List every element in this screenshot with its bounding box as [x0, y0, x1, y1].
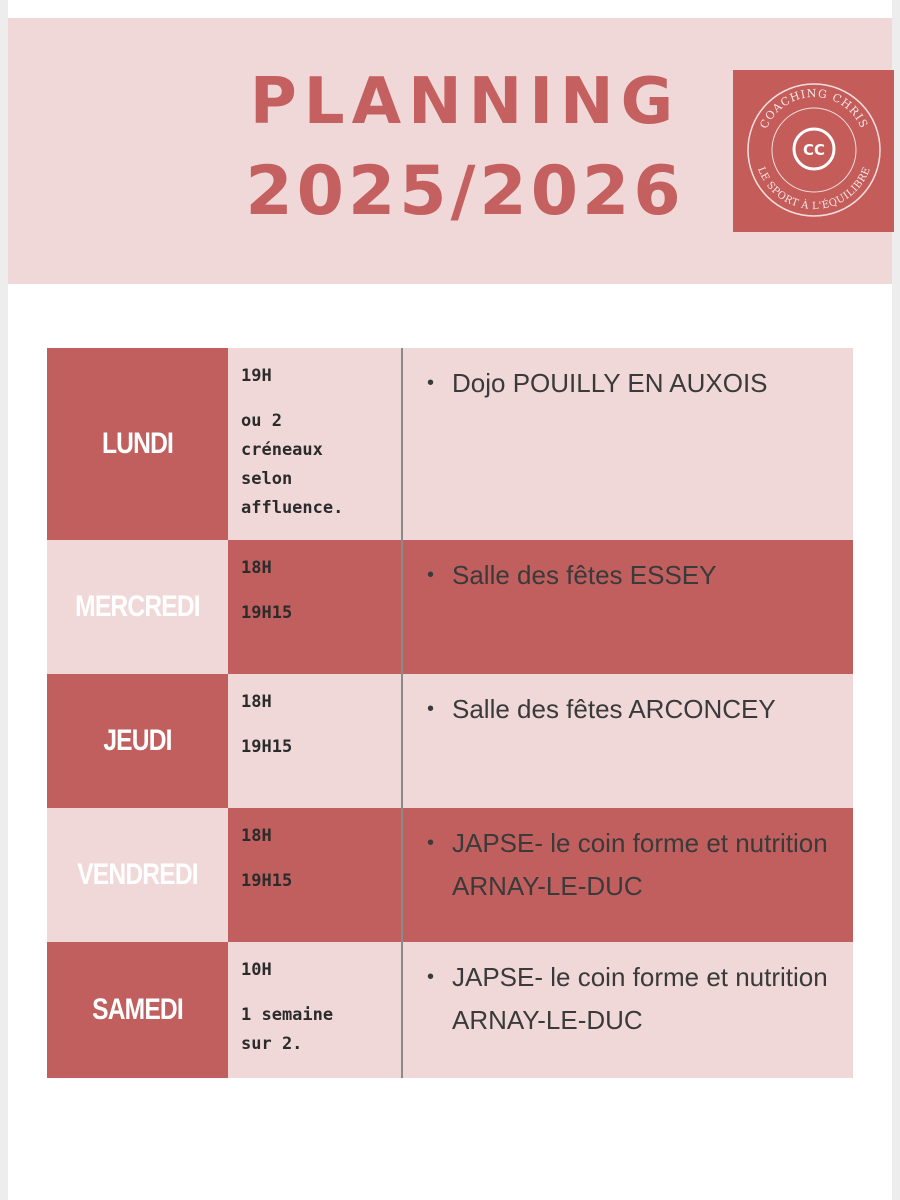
- schedule-table: [47, 348, 853, 1078]
- time-slot: 18H: [241, 558, 272, 578]
- column-divider: [401, 348, 403, 1078]
- time-slots: [228, 348, 402, 540]
- location-cell: [403, 348, 853, 540]
- time-slot: 18H: [241, 692, 272, 712]
- time-slots: [228, 540, 402, 674]
- time-note: selon: [241, 469, 293, 489]
- bullet-icon: •: [427, 832, 435, 854]
- schedule-row-jeudi: [47, 674, 853, 808]
- time-slots: [228, 808, 402, 942]
- location-cell: [403, 540, 853, 674]
- svg-text:LE SPORT À L'ÉQUILIBRE: [755, 165, 873, 212]
- day-label: LUNDI: [101, 427, 174, 460]
- time-note: créneaux: [241, 440, 323, 460]
- svg-text:COACHING CHRIS: [757, 87, 870, 131]
- bullet-icon: •: [427, 698, 435, 720]
- location-cell: [403, 808, 853, 942]
- page-title-line2: 2025/2026: [245, 152, 685, 231]
- time-slot: 10H: [241, 960, 272, 980]
- time-slot: 18H: [241, 826, 272, 846]
- time-slot: 19H: [241, 366, 272, 386]
- location-text: Salle des fêtes ARCONCEY: [452, 694, 776, 724]
- schedule-row-lundi: [47, 348, 853, 540]
- bullet-icon: •: [427, 372, 435, 394]
- page-title-line1: PLANNING: [249, 65, 681, 139]
- location-text: Salle des fêtes ESSEY: [452, 560, 717, 590]
- location-cell: [403, 942, 853, 1078]
- schedule-row-mercredi: [47, 540, 853, 674]
- logo-ring-text-top: COACHING CHRIS: [757, 86, 871, 131]
- time-slots: [228, 942, 402, 1078]
- logo-ring-text-bottom: LE SPORT À L'ÉQUILIBRE: [755, 165, 873, 213]
- time-slot: 19H15: [241, 603, 293, 623]
- time-slot: 19H15: [241, 737, 293, 757]
- time-note: ou 2: [241, 411, 282, 431]
- day-label: MERCREDI: [75, 590, 200, 623]
- location-text: Dojo POUILLY EN AUXOIS: [452, 368, 768, 398]
- day-label: SAMEDI: [92, 993, 183, 1026]
- time-note: sur 2.: [241, 1034, 303, 1054]
- location-cell: [403, 674, 853, 808]
- bullet-icon: •: [427, 564, 435, 586]
- schedule-row-vendredi: [47, 808, 853, 942]
- time-slots: [228, 674, 402, 808]
- location-text: JAPSE- le coin forme et nutrition ARNAY-LE-DUC: [452, 828, 828, 901]
- schedule-row-samedi: [47, 942, 853, 1078]
- time-note: 1 semaine: [241, 1005, 334, 1025]
- day-label: VENDREDI: [77, 858, 198, 891]
- time-note: affluence.: [241, 498, 344, 518]
- bullet-icon: •: [427, 966, 435, 988]
- coaching-logo: [733, 70, 894, 232]
- location-text: JAPSE- le coin forme et nutrition ARNAY-LE-DUC: [452, 962, 828, 1035]
- logo-monogram: CC: [802, 141, 826, 159]
- day-label: JEUDI: [103, 724, 172, 757]
- time-slot: 19H15: [241, 871, 293, 891]
